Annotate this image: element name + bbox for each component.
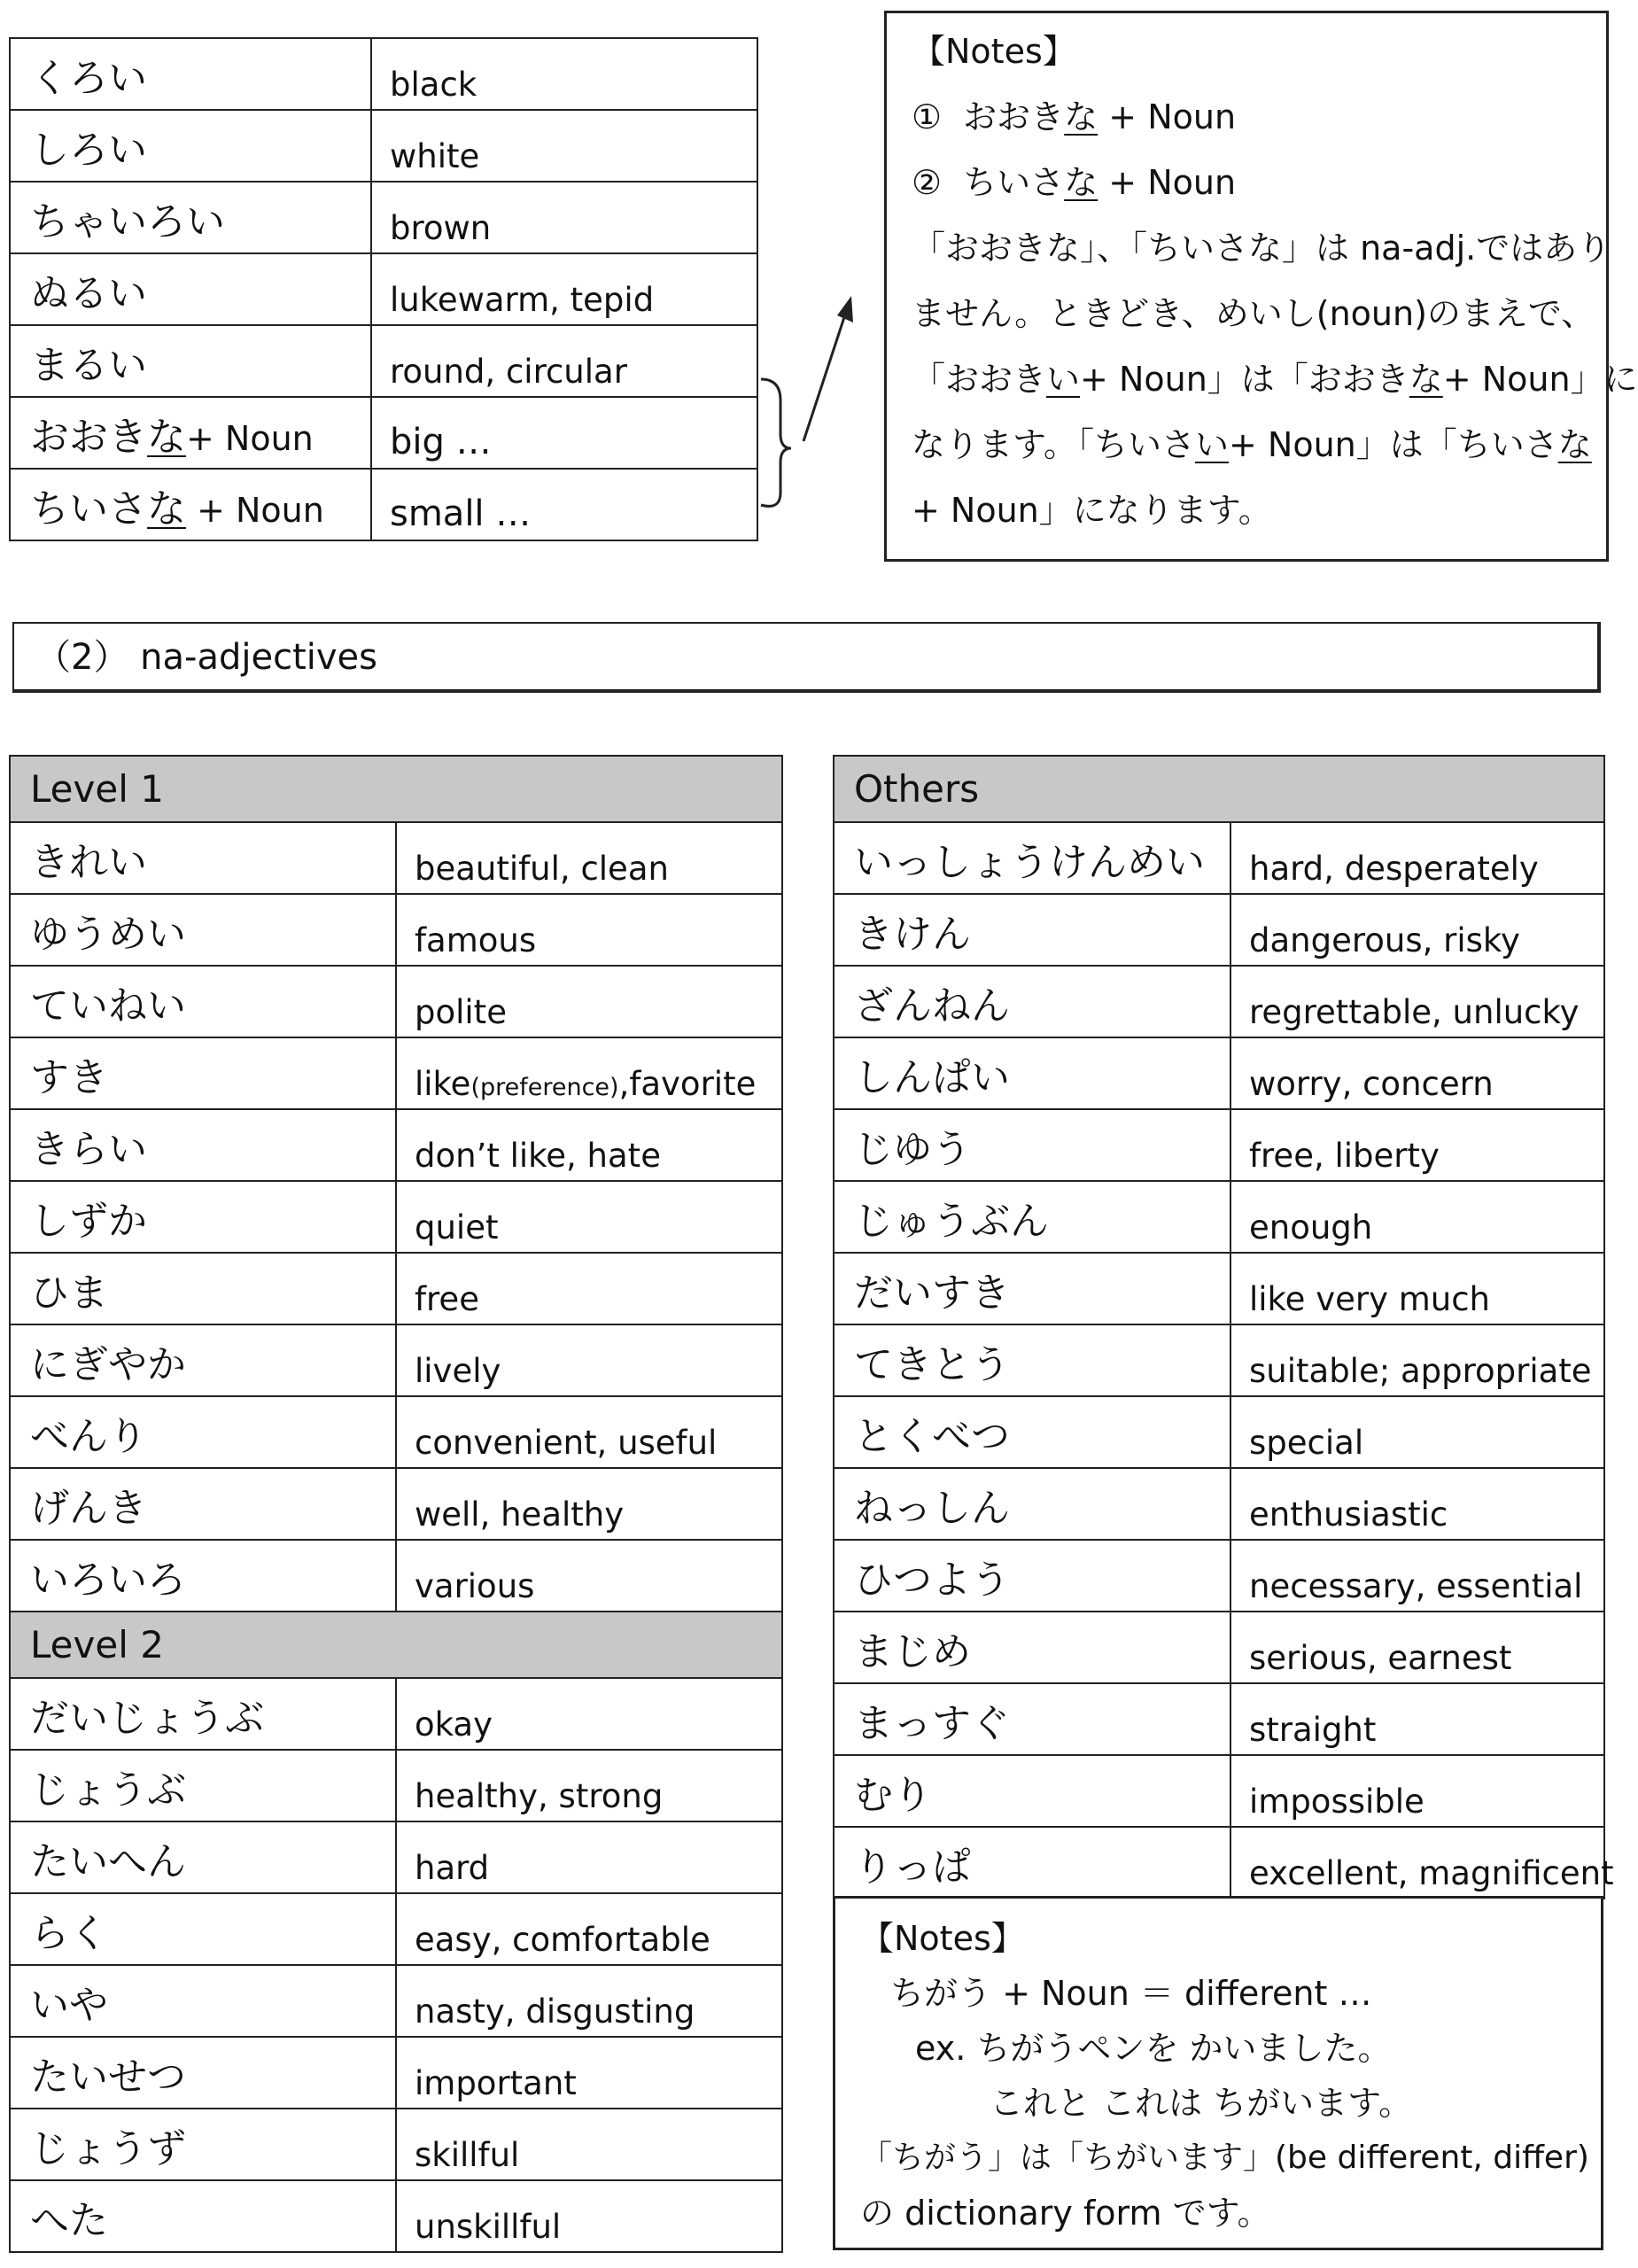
english-meaning: worry, concern xyxy=(1230,1037,1604,1109)
table-row xyxy=(10,2037,782,2109)
english-meaning: famous xyxy=(396,894,782,966)
table-row xyxy=(834,966,1604,1037)
japanese-word: むり xyxy=(834,1755,1230,1827)
table-row xyxy=(10,1253,782,1324)
table-row xyxy=(10,1109,782,1181)
english-meaning: dangerous, risky xyxy=(1230,894,1604,966)
japanese-word: まじめ xyxy=(834,1612,1230,1683)
japanese-word: たいせつ xyxy=(10,2037,396,2109)
table-row xyxy=(10,1893,782,1965)
table-row xyxy=(834,1540,1604,1612)
english-meaning: lukewarm, tepid xyxy=(371,253,757,325)
english-meaning: straight xyxy=(1230,1683,1604,1755)
english-meaning: necessary, essential xyxy=(1230,1540,1604,1612)
table-row xyxy=(834,1037,1604,1109)
japanese-word: じょうぶ xyxy=(10,1750,396,1821)
level-vocab-table xyxy=(9,755,783,2253)
notes-text-line: ません。ときどき、めいし(noun)のまえで、 xyxy=(912,294,1595,333)
english-meaning: well, healthy xyxy=(396,1468,782,1540)
japanese-word: ちゃいろい xyxy=(10,182,371,253)
english-meaning: unskillful xyxy=(396,2180,782,2252)
japanese-word xyxy=(10,397,371,469)
table-row xyxy=(10,38,757,110)
japanese-word: すき xyxy=(10,1037,396,1109)
english-meaning: enough xyxy=(1230,1181,1604,1253)
notes-text-line: 「ちがう」は「ちがいます」(be different, differ) xyxy=(860,2140,1589,2176)
table-row xyxy=(834,1253,1604,1324)
level-1-heading-row xyxy=(10,756,782,822)
notes-item-1: ① おおきな + Noun xyxy=(912,97,1237,136)
japanese-word: ひつよう xyxy=(834,1540,1230,1612)
table-row xyxy=(10,1396,782,1468)
japanese-word: きれい xyxy=(10,822,396,894)
table-row xyxy=(10,2180,782,2252)
notes-text-line: 「おおきな」、「ちいさな」は na-adj.ではあり xyxy=(912,229,1611,268)
notes-item-2: ② ちいさな + Noun xyxy=(912,163,1237,202)
table-row xyxy=(10,894,782,966)
japanese-word: ぬるい xyxy=(10,253,371,325)
table-row xyxy=(10,182,757,253)
english-meaning: black xyxy=(371,38,757,110)
japanese-word: ていねい xyxy=(10,966,396,1037)
english-meaning: like very much xyxy=(1230,1253,1604,1324)
brace-arrow-connector xyxy=(757,292,864,509)
word-stem: おおき xyxy=(30,414,147,460)
english-meaning: enthusiastic xyxy=(1230,1468,1604,1540)
japanese-word: しずか xyxy=(10,1181,396,1253)
top-vocab-table xyxy=(9,37,758,541)
japanese-word: だいじょうぶ xyxy=(10,1678,396,1750)
arrow-line xyxy=(803,312,846,441)
table-row xyxy=(834,1612,1604,1683)
english-meaning: white xyxy=(371,110,757,182)
english-meaning: polite xyxy=(396,966,782,1037)
japanese-word: じょうず xyxy=(10,2109,396,2180)
english-meaning: brown xyxy=(371,182,757,253)
japanese-word: てきとう xyxy=(834,1324,1230,1396)
table-row xyxy=(834,1181,1604,1253)
japanese-word: じゆう xyxy=(834,1109,1230,1181)
english-meaning: quiet xyxy=(396,1181,782,1253)
notes-text-line: 「おおきい+ Noun」は「おおきな+ Noun」に xyxy=(912,360,1638,399)
table-row xyxy=(10,966,782,1037)
underlined-ending: な xyxy=(147,414,186,460)
japanese-word: ひま xyxy=(10,1253,396,1324)
curly-brace xyxy=(761,379,791,506)
english-meaning: suitable; appropriate xyxy=(1230,1324,1604,1396)
japanese-word: ゆうめい xyxy=(10,894,396,966)
table-row xyxy=(10,1750,782,1821)
english-meaning: beautiful, clean xyxy=(396,822,782,894)
level-2-heading: Level 2 xyxy=(10,1612,782,1678)
word-stem: ちいさ xyxy=(30,485,147,532)
table-row xyxy=(10,822,782,894)
english-meaning: like(preference),favorite xyxy=(396,1037,782,1109)
english-meaning: free, liberty xyxy=(1230,1109,1604,1181)
table-row xyxy=(834,1683,1604,1755)
english-meaning: healthy, strong xyxy=(396,1750,782,1821)
table-row xyxy=(10,325,757,397)
table-row xyxy=(10,110,757,182)
notes-text-line: ちがう + Noun ＝ different … xyxy=(890,1974,1372,2013)
table-row xyxy=(834,1468,1604,1540)
english-meaning: skillful xyxy=(396,2109,782,2180)
japanese-word: じゅうぶん xyxy=(834,1181,1230,1253)
table-row xyxy=(834,822,1604,894)
level-2-heading-row xyxy=(10,1612,782,1678)
english-meaning: important xyxy=(396,2037,782,2109)
table-row xyxy=(834,1324,1604,1396)
english-meaning: impossible xyxy=(1230,1755,1604,1827)
japanese-word: らく xyxy=(10,1893,396,1965)
notes-text-line: の dictionary form です。 xyxy=(860,2194,1271,2233)
table-row xyxy=(834,894,1604,966)
japanese-word: とくべつ xyxy=(834,1396,1230,1468)
level-1-heading: Level 1 xyxy=(10,756,782,822)
japanese-word: ざんねん xyxy=(834,966,1230,1037)
noun-suffix: + Noun xyxy=(186,418,314,458)
underlined-ending: な xyxy=(147,485,186,532)
notes-box-bottom xyxy=(833,1896,1603,2250)
japanese-word: くろい xyxy=(10,38,371,110)
arrow-head-icon xyxy=(837,296,853,322)
notes-example-line: これと これは ちがいます。 xyxy=(990,2084,1413,2123)
japanese-word: きけん xyxy=(834,894,1230,966)
japanese-word: りっぱ xyxy=(834,1827,1230,1899)
table-row xyxy=(10,1324,782,1396)
table-row xyxy=(834,1827,1604,1899)
japanese-word: だいすき xyxy=(834,1253,1230,1324)
table-row xyxy=(834,1755,1604,1827)
others-vocab-table xyxy=(833,755,1614,1899)
table-row xyxy=(834,1396,1604,1468)
others-heading: Others xyxy=(834,756,1604,822)
english-meaning: regrettable, unlucky xyxy=(1230,966,1604,1037)
notes-example-line: ex. ちがうペンを かいました。 xyxy=(915,2029,1392,2068)
english-meaning: big … xyxy=(371,397,757,469)
english-meaning: excellent, magnificent xyxy=(1230,1827,1604,1899)
english-meaning: don’t like, hate xyxy=(396,1109,782,1181)
table-row xyxy=(10,1468,782,1540)
notes-text-line: + Noun」になります。 xyxy=(912,491,1272,530)
english-meaning: round, circular xyxy=(371,325,757,397)
table-row xyxy=(10,1678,782,1750)
table-row xyxy=(10,397,757,469)
english-meaning: serious, earnest xyxy=(1230,1612,1604,1683)
japanese-word: べんり xyxy=(10,1396,396,1468)
english-meaning: lively xyxy=(396,1324,782,1396)
table-row xyxy=(10,1181,782,1253)
japanese-word: しろい xyxy=(10,110,371,182)
japanese-word: へた xyxy=(10,2180,396,2252)
table-row xyxy=(10,1965,782,2037)
english-meaning: free xyxy=(396,1253,782,1324)
japanese-word: いっしょうけんめい xyxy=(834,822,1230,894)
english-meaning: hard xyxy=(396,1821,782,1893)
english-meaning: small … xyxy=(371,469,757,540)
japanese-word: たいへん xyxy=(10,1821,396,1893)
japanese-word: まるい xyxy=(10,325,371,397)
table-row xyxy=(10,1037,782,1109)
japanese-word: いろいろ xyxy=(10,1540,396,1612)
english-meaning: convenient, useful xyxy=(396,1396,782,1468)
english-meaning: okay xyxy=(396,1678,782,1750)
table-row xyxy=(10,1540,782,1612)
japanese-word: まっすぐ xyxy=(834,1683,1230,1755)
table-row xyxy=(10,1821,782,1893)
notes-title: 【Notes】 xyxy=(912,32,1076,71)
english-meaning: hard, desperately xyxy=(1230,822,1604,894)
english-meaning: various xyxy=(396,1540,782,1612)
others-heading-row xyxy=(834,756,1604,822)
japanese-word: ねっしん xyxy=(834,1468,1230,1540)
section-header: （2） na-adjectives xyxy=(12,622,1601,693)
notes-text-line: なります。「ちいさい+ Noun」は「ちいさな xyxy=(912,425,1592,464)
english-meaning: special xyxy=(1230,1396,1604,1468)
table-row xyxy=(10,2109,782,2180)
noun-suffix: + Noun xyxy=(186,490,324,530)
japanese-word: げんき xyxy=(10,1468,396,1540)
table-row xyxy=(834,1109,1604,1181)
japanese-word: しんぱい xyxy=(834,1037,1230,1109)
notes-box-top xyxy=(884,11,1638,562)
japanese-word: いや xyxy=(10,1965,396,2037)
table-row xyxy=(10,469,757,540)
japanese-word: にぎやか xyxy=(10,1324,396,1396)
notes-title: 【Notes】 xyxy=(860,1919,1025,1958)
japanese-word xyxy=(10,469,371,540)
english-meaning: easy, comfortable xyxy=(396,1893,782,1965)
japanese-word: きらい xyxy=(10,1109,396,1181)
table-row xyxy=(10,253,757,325)
english-meaning: nasty, disgusting xyxy=(396,1965,782,2037)
